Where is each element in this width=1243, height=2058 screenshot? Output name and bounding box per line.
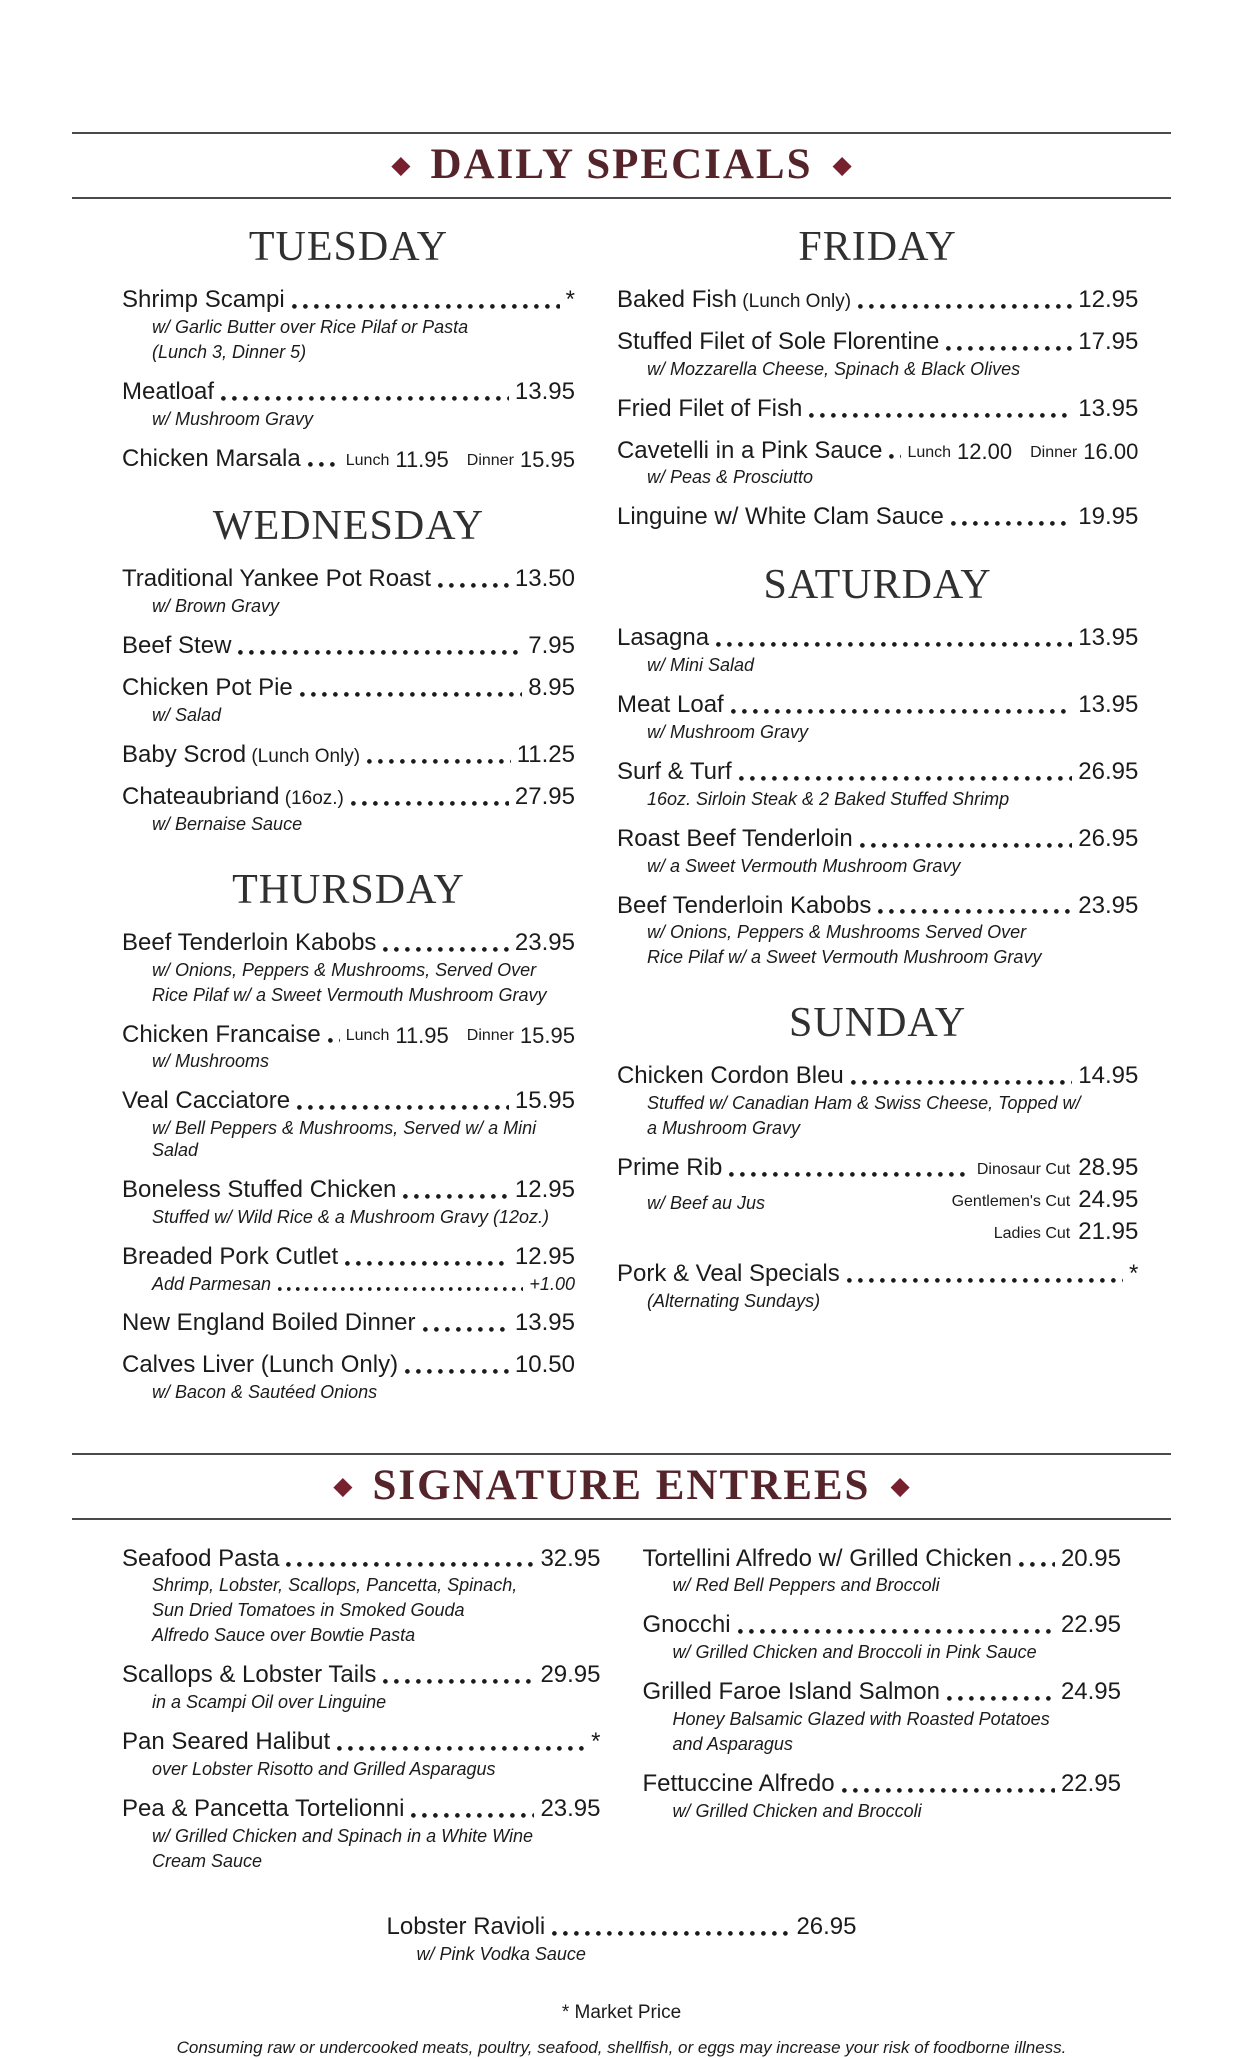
item-price: *	[565, 286, 575, 313]
item-description: w/ Bernaise Sauce	[152, 813, 303, 834]
item-description: w/ Mozzarella Cheese, Spinach & Black Olives	[646, 358, 1021, 379]
item-price: 23.95	[540, 1794, 601, 1822]
menu-item-row	[617, 692, 1138, 719]
item-price: 26.95	[1078, 824, 1139, 852]
daily-specials-band	[72, 132, 1171, 199]
item-name: Seafood Pasta	[122, 1544, 280, 1572]
lunch-price: 12.00	[957, 438, 1013, 464]
item-description: w/ Bacon & Sautéed Onions	[152, 1381, 378, 1402]
menu-item-row	[122, 1796, 601, 1823]
day-heading: FRIDAY	[798, 224, 957, 270]
dot-leader	[860, 843, 1073, 848]
cut-price: 24.95	[1078, 1186, 1139, 1214]
item-note: (Lunch Only)	[246, 746, 361, 768]
menu-item-row	[122, 379, 575, 406]
menu-item	[122, 379, 575, 431]
item-description: w/ Grilled Chicken and Broccoli in Pink Sauce	[672, 1642, 1037, 1663]
menu-item-row	[122, 633, 575, 660]
dot-leader	[851, 1080, 1072, 1085]
menu-item-row	[643, 1679, 1122, 1706]
item-name: Prime Rib	[616, 1154, 723, 1182]
dot-leader	[947, 1696, 1055, 1701]
item-price: 13.95	[514, 1308, 575, 1336]
dot-leader	[292, 304, 560, 309]
menu-item	[617, 1155, 1138, 1246]
menu-item-row	[122, 446, 575, 473]
dinner-label: Dinner	[1030, 443, 1078, 461]
signature-entrees-title: SIGNATURE ENTREES	[372, 1461, 871, 1509]
menu-item	[122, 1352, 575, 1404]
daily-right-column	[617, 209, 1138, 1328]
menu-item	[122, 446, 575, 473]
dot-leader	[738, 1629, 1055, 1634]
item-price: 23.95	[1078, 891, 1139, 919]
item-name: Beef Tenderloin Kabobs	[122, 928, 377, 956]
menu-item	[122, 1088, 575, 1162]
daily-specials-title: DAILY SPECIALS	[430, 141, 813, 188]
menu-item	[643, 1612, 1122, 1664]
item-price: 22.95	[1060, 1769, 1121, 1797]
dot-leader	[739, 776, 1073, 781]
item-description: w/ Red Bell Peppers and Broccoli	[672, 1575, 940, 1596]
dot-leader	[731, 709, 1073, 714]
menu-item	[122, 1022, 575, 1074]
item-note: (16oz.)	[279, 787, 344, 809]
cut-price: 21.95	[1078, 1218, 1139, 1246]
menu-item-row	[122, 287, 575, 314]
item-name: Beef Tenderloin Kabobs	[616, 891, 872, 919]
item-name: New England Boiled Dinner	[122, 1308, 416, 1336]
item-description: w/ Mushroom Gravy	[152, 408, 314, 429]
cut-row	[617, 1186, 1138, 1214]
item-name: Veal Cacciatore	[122, 1087, 291, 1115]
signature-entrees-band	[72, 1453, 1171, 1520]
menu-item	[122, 1796, 601, 1873]
item-price: 13.95	[1078, 394, 1139, 422]
item-price: 29.95	[540, 1661, 601, 1689]
item-price: 17.95	[1078, 327, 1139, 355]
dot-leader	[297, 1105, 509, 1110]
menu-item	[617, 504, 1138, 531]
dot-leader	[878, 909, 1072, 914]
item-price: 23.95	[514, 928, 575, 956]
menu-item-row	[122, 1310, 575, 1337]
menu-item	[122, 633, 575, 660]
dot-leader	[1019, 1562, 1055, 1567]
menu-item-row	[643, 1771, 1122, 1798]
health-disclaimer: Consuming raw or undercooked meats, poultry, seafood, shellfish, or eggs may increase your risk of foodborne illness.	[176, 2037, 1067, 2057]
menu-item	[122, 566, 575, 618]
menu-item-row	[617, 1261, 1138, 1288]
menu-item	[122, 1310, 575, 1337]
diamond-icon: ◆	[391, 151, 411, 179]
item-name: Lasagna	[616, 624, 710, 652]
menu-item	[122, 1177, 575, 1229]
dot-leader	[221, 396, 509, 401]
dot-leader	[729, 1172, 971, 1177]
item-description: over Lobster Risotto and Grilled Asparagus	[152, 1758, 496, 1779]
menu-item-row	[122, 675, 575, 702]
item-price: 19.95	[1078, 503, 1139, 531]
signature-right-column	[643, 1546, 1122, 1838]
menu-item-row	[122, 1244, 575, 1271]
item-name: Scallops & Lobster Tails	[122, 1661, 377, 1689]
dinner-price: 16.00	[1083, 438, 1139, 464]
item-price: 13.50	[514, 565, 575, 593]
menu-item-row	[122, 1088, 575, 1115]
cut-label: Dinosaur Cut	[976, 1161, 1071, 1179]
item-price: 32.95	[540, 1544, 601, 1572]
item-description: w/ Bell Peppers & Mushrooms, Served w/ a Mini Salad	[152, 1118, 537, 1161]
menu-item	[643, 1771, 1122, 1823]
item-name: Shrimp Scampi	[122, 286, 285, 313]
dot-leader	[238, 650, 522, 655]
item-description: w/ Garlic Butter over Rice Pilaf or Pasta	[152, 316, 469, 337]
signature-entrees-columns	[72, 1520, 1171, 1888]
item-description: w/ Grilled Chicken and Spinach in a White Wine	[152, 1825, 534, 1846]
item-description: Alfredo Sauce over Bowtie Pasta	[152, 1625, 416, 1646]
item-price: 24.95	[1060, 1678, 1121, 1706]
menu-item-row	[617, 1155, 1138, 1182]
item-description: w/ Onions, Peppers & Mushrooms Served Over	[646, 922, 1027, 943]
day-section-tuesday	[122, 223, 575, 472]
menu-item-row	[122, 930, 575, 957]
menu-item	[122, 675, 575, 727]
menu-item	[122, 287, 575, 364]
dot-leader	[286, 1562, 534, 1567]
item-name: Gnocchi	[642, 1611, 731, 1639]
menu-item-row	[122, 784, 575, 811]
menu-item	[617, 1063, 1138, 1140]
item-price: 12.95	[514, 1242, 575, 1270]
menu-item-row	[617, 504, 1138, 531]
item-name: Baby Scrod (Lunch Only)	[122, 741, 361, 769]
item-price: 27.95	[514, 782, 575, 810]
diamond-icon: ◆	[890, 1471, 910, 1500]
item-price: *	[591, 1728, 601, 1756]
menu-item	[617, 329, 1138, 381]
market-price-note: * Market Price	[561, 2001, 682, 2023]
item-price: 12.95	[514, 1176, 575, 1204]
item-description: Cream Sauce	[152, 1850, 263, 1871]
menu-item	[617, 893, 1138, 970]
item-description: Rice Pilaf w/ a Sweet Vermouth Mushroom Gravy	[152, 984, 547, 1005]
dot-leader	[951, 521, 1072, 526]
menu-item-row	[617, 396, 1138, 423]
item-name: Stuffed Filet of Sole Florentine	[616, 327, 940, 355]
dinner-label: Dinner	[466, 451, 514, 469]
dot-leader	[300, 692, 522, 697]
item-price: *	[1128, 1260, 1139, 1288]
item-description: Honey Balsamic Glazed with Roasted Potatoes	[672, 1709, 1050, 1730]
item-price: 22.95	[1060, 1611, 1121, 1639]
menu-item-row	[122, 1177, 575, 1204]
menu-item	[617, 625, 1138, 677]
item-description: w/ Pink Vodka Sauce	[416, 1943, 586, 1964]
item-price: 14.95	[1078, 1062, 1139, 1090]
dot-leader	[278, 1287, 523, 1291]
item-price: 20.95	[1060, 1544, 1121, 1572]
item-name: Surf & Turf	[616, 757, 732, 785]
item-price: 7.95	[528, 632, 575, 660]
dot-leader	[411, 1813, 534, 1818]
item-name: Chicken Francaise	[122, 1020, 321, 1048]
menu-item	[643, 1679, 1122, 1756]
menu-item-row	[387, 1914, 857, 1941]
day-heading: SATURDAY	[763, 562, 992, 609]
item-name: Pan Seared Halibut	[122, 1728, 331, 1756]
dot-leader	[351, 801, 509, 806]
menu-item-row	[643, 1612, 1122, 1639]
item-description: Stuffed w/ Canadian Ham & Swiss Cheese, Topped w/	[646, 1093, 1081, 1114]
menu-item-row	[617, 625, 1138, 652]
menu-item-row	[122, 1352, 575, 1379]
menu-item	[122, 1662, 601, 1714]
item-description: w/ Mushrooms	[152, 1051, 270, 1072]
item-name: Chicken Cordon Bleu	[616, 1062, 844, 1090]
item-description: w/ Mushroom Gravy	[646, 721, 809, 742]
dot-leader	[345, 1261, 509, 1266]
dot-leader	[716, 642, 1072, 647]
dot-leader	[847, 1278, 1123, 1283]
item-name: Breaded Pork Cutlet	[122, 1242, 339, 1270]
item-name: Meatloaf	[122, 377, 215, 405]
item-description: (Lunch 3, Dinner 5)	[152, 341, 307, 362]
lunch-label: Lunch	[345, 451, 390, 469]
signature-entrees-header	[72, 1455, 1171, 1518]
menu-item	[617, 692, 1138, 744]
menu-item-row	[122, 742, 575, 769]
day-heading: TUESDAY	[248, 224, 449, 270]
item-name: Calves Liver (Lunch Only)	[122, 1350, 399, 1378]
item-description: Sun Dried Tomatoes in Smoked Gouda	[152, 1600, 465, 1621]
menu-item	[122, 784, 575, 836]
menu-item	[122, 1244, 575, 1295]
item-price: 13.95	[1078, 691, 1139, 719]
item-description: and Asparagus	[672, 1734, 793, 1754]
day-heading: WEDNESDAY	[212, 503, 485, 550]
item-name: Fried Filet of Fish	[616, 394, 803, 422]
item-price: 15.95	[514, 1087, 575, 1115]
menu-item-row	[122, 566, 575, 593]
item-description: Rice Pilaf w/ a Sweet Vermouth Mushroom Gravy	[646, 947, 1042, 968]
day-heading: THURSDAY	[232, 866, 465, 913]
menu-item-row	[122, 1546, 601, 1573]
day-section-friday	[617, 223, 1138, 531]
item-name: Pork & Veal Specials	[616, 1260, 840, 1288]
menu-item	[122, 930, 575, 1007]
item-price: 12.95	[1078, 286, 1139, 313]
menu-item	[122, 742, 575, 769]
cut-row	[617, 1218, 1138, 1246]
sub-item-row	[152, 1274, 575, 1295]
menu-item	[617, 438, 1138, 490]
dot-leader	[438, 583, 509, 588]
menu-item-row	[122, 1729, 601, 1756]
item-name: Chicken Marsala	[122, 444, 301, 472]
lunch-price: 11.95	[395, 446, 449, 472]
menu-item	[617, 1261, 1138, 1313]
menu-item-row	[643, 1546, 1122, 1573]
menu-item-row	[617, 893, 1138, 920]
item-description: w/ Onions, Peppers & Mushrooms, Served Over	[152, 959, 537, 980]
item-name: Linguine w/ White Clam Sauce	[616, 503, 944, 531]
item-price: 10.50	[514, 1350, 575, 1378]
item-description: Stuffed w/ Wild Rice & a Mushroom Gravy (12oz.)	[152, 1206, 549, 1227]
menu-item	[643, 1546, 1122, 1598]
item-name: Cavetelli in a Pink Sauce	[616, 436, 883, 464]
dot-leader	[337, 1746, 585, 1751]
lunch-label: Lunch	[907, 443, 952, 461]
daily-left-column	[122, 209, 575, 1419]
item-name: Chateaubriand (16oz.)	[122, 782, 344, 810]
cut-label: Ladies Cut	[993, 1225, 1071, 1243]
item-description: w/ Salad	[152, 705, 222, 726]
dot-leader	[367, 759, 511, 764]
item-price: 11.25	[516, 741, 575, 769]
dot-leader	[405, 1369, 509, 1374]
dot-leader	[809, 413, 1072, 418]
dinner-price: 15.95	[519, 446, 575, 472]
dot-leader	[858, 304, 1072, 309]
menu-item	[387, 1914, 857, 1966]
item-description: w/ Grilled Chicken and Broccoli	[672, 1800, 922, 1821]
dot-leader	[889, 454, 901, 459]
dot-leader	[308, 462, 340, 467]
item-name: Chicken Pot Pie	[122, 674, 293, 702]
item-description: w/ Beef au Jus	[646, 1193, 766, 1214]
item-name: Lobster Ravioli	[386, 1912, 546, 1940]
menu-item	[617, 287, 1138, 314]
daily-specials-header	[72, 134, 1171, 197]
menu-item	[617, 759, 1138, 811]
menu-item	[122, 1729, 601, 1781]
dot-leader	[383, 947, 508, 952]
menu-item-row	[617, 438, 1138, 465]
item-description: w/ a Sweet Vermouth Mushroom Gravy	[646, 855, 961, 876]
day-section-sunday	[617, 999, 1138, 1312]
item-description: w/ Brown Gravy	[152, 596, 280, 617]
item-price: 8.95	[528, 674, 575, 702]
signature-left-column	[122, 1546, 601, 1888]
sub-item-price: +1.00	[529, 1273, 575, 1294]
item-name: Fettuccine Alfredo	[642, 1769, 835, 1797]
item-description: 16oz. Sirloin Steak & 2 Baked Stuffed Shrimp	[646, 788, 1010, 809]
dot-leader	[552, 1931, 790, 1936]
lunch-label: Lunch	[345, 1027, 390, 1045]
diamond-icon: ◆	[832, 151, 852, 179]
item-description: a Mushroom Gravy	[646, 1118, 801, 1139]
dot-leader	[423, 1327, 509, 1332]
dot-leader	[383, 1679, 534, 1684]
item-price: 26.95	[796, 1912, 857, 1940]
dot-leader	[328, 1038, 340, 1043]
footer	[72, 2002, 1171, 2058]
day-section-wednesday	[122, 502, 575, 835]
item-name: Beef Stew	[122, 632, 232, 660]
item-description: Shrimp, Lobster, Scallops, Pancetta, Spinach,	[152, 1575, 518, 1596]
item-price: 13.95	[1078, 624, 1139, 652]
lunch-price: 11.95	[395, 1022, 449, 1048]
menu-item-row	[617, 826, 1138, 853]
day-section-thursday	[122, 866, 575, 1404]
item-name: Traditional Yankee Pot Roast	[122, 565, 432, 593]
menu-item-row	[617, 287, 1138, 314]
dot-leader	[403, 1194, 509, 1199]
item-name: Boneless Stuffed Chicken	[122, 1176, 397, 1204]
item-name: Meat Loaf	[616, 691, 724, 719]
item-name: Grilled Faroe Island Salmon	[642, 1678, 940, 1706]
menu-item-row	[617, 1063, 1138, 1090]
center-entree	[387, 1914, 857, 1966]
item-description: w/ Peas & Prosciutto	[646, 467, 814, 488]
item-description: in a Scampi Oil over Linguine	[152, 1692, 387, 1713]
item-description: w/ Mini Salad	[646, 655, 755, 676]
dinner-label: Dinner	[466, 1027, 514, 1045]
cut-price: 28.95	[1078, 1154, 1139, 1182]
item-price: 26.95	[1078, 757, 1139, 785]
menu-item-row	[617, 329, 1138, 356]
day-heading: SUNDAY	[789, 1000, 967, 1047]
menu-item-row	[122, 1662, 601, 1689]
menu-item-row	[617, 759, 1138, 786]
item-name: Roast Beef Tenderloin	[616, 824, 853, 852]
dot-leader	[946, 346, 1072, 351]
item-name: Tortellini Alfredo w/ Grilled Chicken	[642, 1544, 1012, 1572]
dinner-price: 15.95	[519, 1022, 575, 1048]
day-section-saturday	[617, 561, 1138, 969]
item-name: Pea & Pancetta Tortelionni	[122, 1794, 405, 1822]
item-price: 13.95	[514, 377, 575, 405]
dot-leader	[842, 1788, 1055, 1793]
sub-item-name: Add Parmesan	[152, 1273, 272, 1294]
menu-item	[122, 1546, 601, 1648]
item-note: (Lunch Only)	[737, 291, 852, 312]
daily-specials-columns	[72, 199, 1171, 1419]
cut-label: Gentlemen's Cut	[951, 1193, 1071, 1211]
menu-item-row	[122, 1022, 575, 1049]
item-description: (Alternating Sundays)	[646, 1290, 821, 1311]
diamond-icon: ◆	[333, 1471, 353, 1500]
item-name: Baked Fish (Lunch Only)	[616, 286, 852, 313]
menu-item	[617, 826, 1138, 878]
menu-item	[617, 396, 1138, 423]
